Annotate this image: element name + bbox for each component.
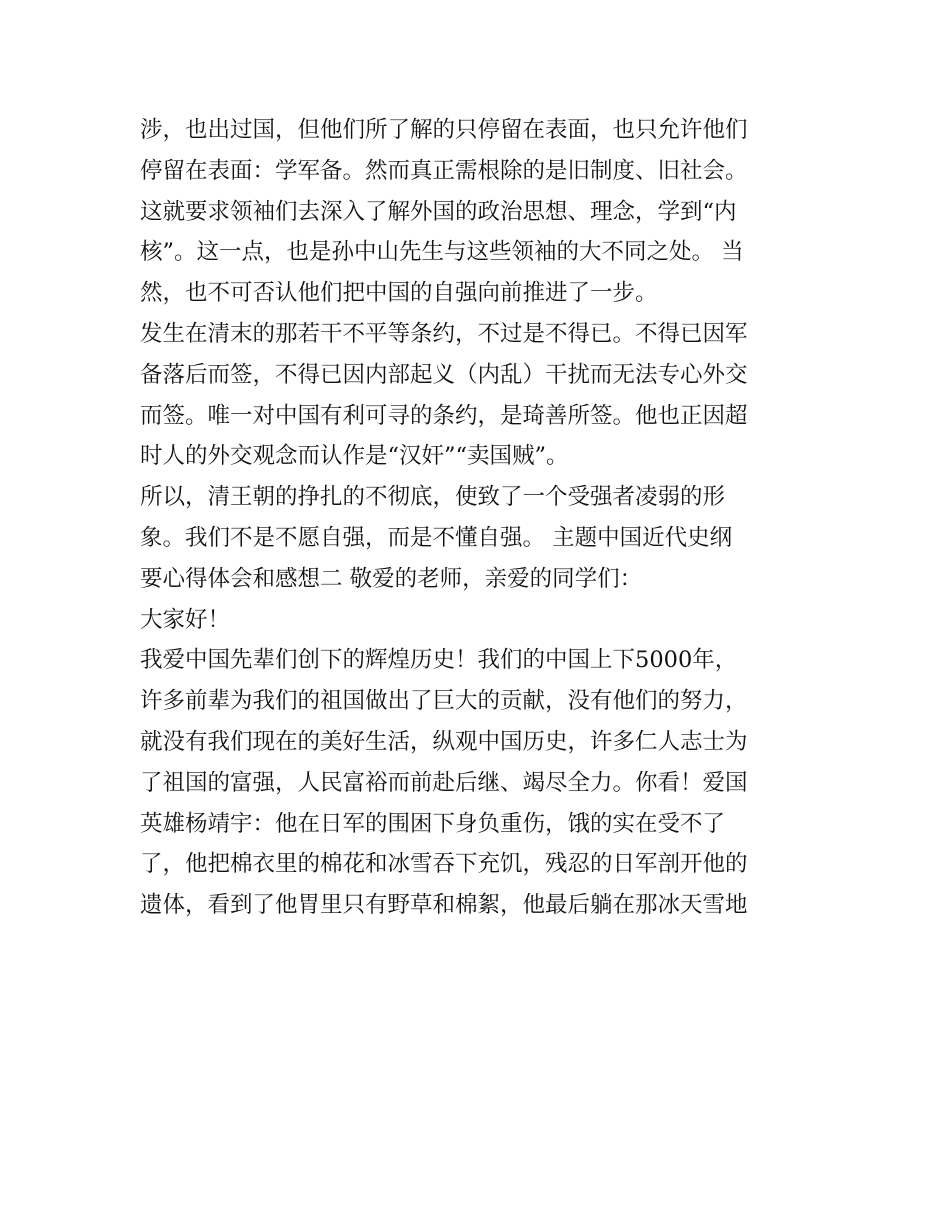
text-line: 要心得体会和感想二 敬爱的老师，亲爱的同学们： xyxy=(140,565,643,592)
text-line: 了祖国的富强，人民富裕而前赴后继、竭尽全力。你看！爱国 xyxy=(140,769,748,796)
text-line: 发生在清末的那若干不平等条约，不过是不得已。不得已因军 xyxy=(140,320,748,347)
text-line: 象。我们不是不愿自强，而是不懂自强。 主题中国近代史纲 xyxy=(140,524,733,551)
text-line: 涉，也出过国，但他们所了解的只停留在表面，也只允许他们 xyxy=(140,117,748,143)
text-line: 备落后而签，不得已因内部起义（内乱）干扰而无法专心外交 xyxy=(140,361,748,388)
text-line: 核”。这一点，也是孙中山先生与这些领袖的大不同之处。 当 xyxy=(140,239,744,266)
text-line: 这就要求领袖们去深入了解外国的政治思想、理念，学到“内 xyxy=(140,198,737,225)
text-line: 停留在表面：学军备。然而真正需根除的是旧制度、旧社会。 xyxy=(140,157,748,184)
text-line: 就没有我们现在的美好生活，纵观中国历史，许多仁人志士为 xyxy=(140,728,748,755)
text-line: 然，也不可否认他们把中国的自强向前推进了一步。 xyxy=(140,280,658,307)
text-line: 我爱中国先辈们创下的辉煌历史！我们的中国上下5000年， xyxy=(140,647,738,674)
text-line: 许多前辈为我们的祖国做出了巨大的贡献，没有他们的努力， xyxy=(140,688,748,715)
document-body xyxy=(140,110,830,926)
text-line: 遗体，看到了他胃里只有野草和棉絮，他最后躺在那冰天雪地 xyxy=(140,892,748,919)
text-line: 英雄杨靖宇：他在日军的围困下身负重伤，饿的实在受不了 xyxy=(140,810,726,837)
text-line: 时人的外交观念而认作是“汉奸”“卖国贼”。 xyxy=(140,443,569,470)
text-line: 大家好！ xyxy=(140,606,231,633)
text-line: 了，他把棉衣里的棉花和冰雪吞下充饥，残忍的日军剖开他的 xyxy=(140,851,748,878)
text-line: 所以，清王朝的挣扎的不彻底，使致了一个受强者凌弱的形 xyxy=(140,484,726,511)
text-line: 而签。唯一对中国有利可寻的条约，是琦善所签。他也正因超 xyxy=(140,402,748,429)
